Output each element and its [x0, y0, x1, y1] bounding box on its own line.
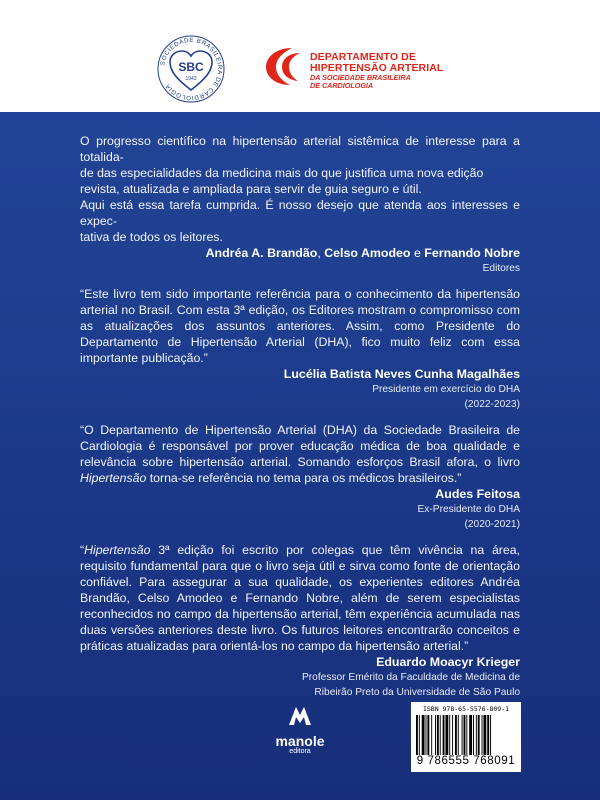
sig-sep-2: e: [410, 246, 425, 260]
quote3-role-line2: Ribeirão Preto da Universidade de São Paulo: [314, 687, 520, 698]
quote2-text: [80, 422, 520, 486]
quote1-name: Lucélia Batista Neves Cunha Magalhães: [283, 367, 520, 381]
quote2-book-title: Hipertensão: [80, 471, 147, 485]
editors-role: Editores: [482, 263, 520, 274]
isbn-label: ISBN 978-65-5576-809-1: [422, 705, 510, 713]
quote3-text: [80, 542, 520, 654]
sig-sep-1: ,: [317, 246, 325, 260]
barcode-bar: [487, 715, 489, 755]
barcode-bar: [476, 715, 477, 755]
barcode-bar: [455, 715, 457, 755]
quote2-name: Audes Feitosa: [435, 487, 520, 501]
intro-rest3: tativa de todos os leitores.: [80, 230, 223, 244]
barcode-bar: [458, 715, 459, 755]
intro-line3: Aqui está essa tarefa cumprida. É nosso desejo que atenda aos interesses e expec-: [80, 198, 520, 228]
intro-line1: O progresso científico na hipertensão arterial sistêmica de interesse para a totalida-: [80, 134, 520, 164]
dept-name: [310, 52, 443, 90]
quote-block-1: [80, 286, 520, 412]
barcode-bar: [462, 715, 463, 755]
quote3-text-b: 3ª edição foi escrito por colegas que têm vivência na área, requisito fundamental para que o livro seja útil e sirva como fonte de orientação confiável. Para assegurar a sua qualidade, os experientes editores Andréa Brandão, Celso Amodeo e Fernando Nobre, além de serem especialistas reconhecidos no campo da hipertensão arterial, têm experiência acumulada nas duas versões anteriores deste livro. Os futuros leitores encontrarão conceitos e práticas atualizadas para orientá-los no campo da hipertensão arterial.”: [80, 543, 520, 653]
barcode-bar: [416, 715, 418, 755]
barcode-bar: [478, 715, 480, 755]
isbn-number: 9 786555 768091: [416, 755, 516, 767]
quote3-name: Eduardo Moacyr Krieger: [376, 655, 520, 669]
publisher-sub: editora: [289, 748, 311, 755]
quote3-book-title: Hipertensão: [84, 543, 151, 557]
editor-name-1: Andréa A. Brandão: [205, 246, 318, 260]
editor-name-2: Celso Amodeo: [324, 246, 411, 260]
barcode-bar: [482, 715, 483, 755]
quote2-text-a: “O Departamento de Hipertensão Arterial (DHA) da Sociedade Brasileira de Cardiologia é responsável por prover educação médica de boa qualidade e relevância sobre hipertensão arterial. Somando esforços Brasil afora, o livro: [80, 423, 520, 469]
quote1-signature: [80, 366, 520, 412]
intro-signature: [80, 245, 520, 276]
quote2-text-b: torna-se referência no tema para os médicos brasileiros.”: [146, 471, 462, 485]
barcode-bar: [435, 715, 436, 755]
quote3-text-a: “: [80, 543, 85, 557]
barcode-bar: [466, 715, 467, 755]
dept-line2: HIPERTENSÃO ARTERIAL: [310, 62, 444, 74]
barcode-bar: [437, 715, 439, 755]
publisher-logo: [268, 703, 332, 756]
quote2-role: Ex-Presidente do DHA: [417, 504, 520, 515]
manole-m-icon: [287, 703, 313, 727]
barcode-bar: [490, 715, 491, 755]
barcode-bar: [443, 715, 445, 755]
editor-name-3: Fernando Nobre: [424, 246, 520, 260]
barcode-bar: [427, 715, 429, 755]
barcode-bar: [464, 715, 466, 755]
barcode-bar: [422, 715, 425, 755]
barcode-bar: [440, 715, 441, 755]
sbc-year: 1943: [185, 76, 197, 82]
barcode-bar: [452, 715, 453, 755]
barcode-bar: [473, 715, 474, 755]
dept-line3: DA SOCIEDADE BRASILEIRA: [310, 73, 411, 82]
quote-block-3: [80, 542, 520, 700]
sbc-initials: SBC: [178, 60, 204, 74]
intro-block: [80, 133, 520, 276]
barcode-bar: [483, 715, 486, 755]
isbn-barcode: [411, 702, 521, 772]
quote2-years: (2020-2021): [464, 519, 520, 530]
cover-text: [80, 133, 520, 700]
barcode-bar: [426, 715, 427, 755]
sbc-seal-logo: [156, 34, 226, 104]
barcode-bar: [419, 715, 420, 755]
barcode-bar: [449, 715, 450, 755]
quote1-role: Presidente em exercício do DHA: [372, 384, 520, 395]
barcode-bar: [469, 715, 472, 755]
quote3-signature: [80, 654, 520, 700]
dept-line1: DEPARTAMENTO DE: [310, 51, 416, 63]
sbc-ring-text: SOCIEDADE BRASILEIRA DE CARDIOLOGIA: [159, 36, 224, 102]
quote2-signature: [80, 486, 520, 532]
intro-rest1: de das especialidades da medicina mais do que justifica uma nova edição revista, atualizada e ampliada para servir de guia seguro e útil.: [80, 166, 484, 196]
barcode-icon: [414, 715, 518, 755]
publisher-name: manole: [275, 733, 325, 749]
barcode-bar: [445, 715, 448, 755]
barcode-bar: [431, 715, 432, 755]
quote1-text: “Este livro tem sido importante referência para o conhecimento da hipertensão arterial no Brasil. Com esta 3ª edição, os Editores mostram o compromisso com as atualizações dos assuntos anteriores. Assim, como Presidente do Departamento de Hipertensão Arterial (DHA), fico muito feliz com essa importante publicação.”: [80, 287, 520, 365]
quote1-years: (2022-2023): [464, 399, 520, 410]
header-band: [0, 0, 600, 112]
quote3-role-line1: Professor Emérito da Faculdade de Medicina de: [301, 672, 520, 683]
quote-block-2: [80, 422, 520, 532]
dept-line4: DE CARDIOLOGIA: [310, 81, 374, 90]
